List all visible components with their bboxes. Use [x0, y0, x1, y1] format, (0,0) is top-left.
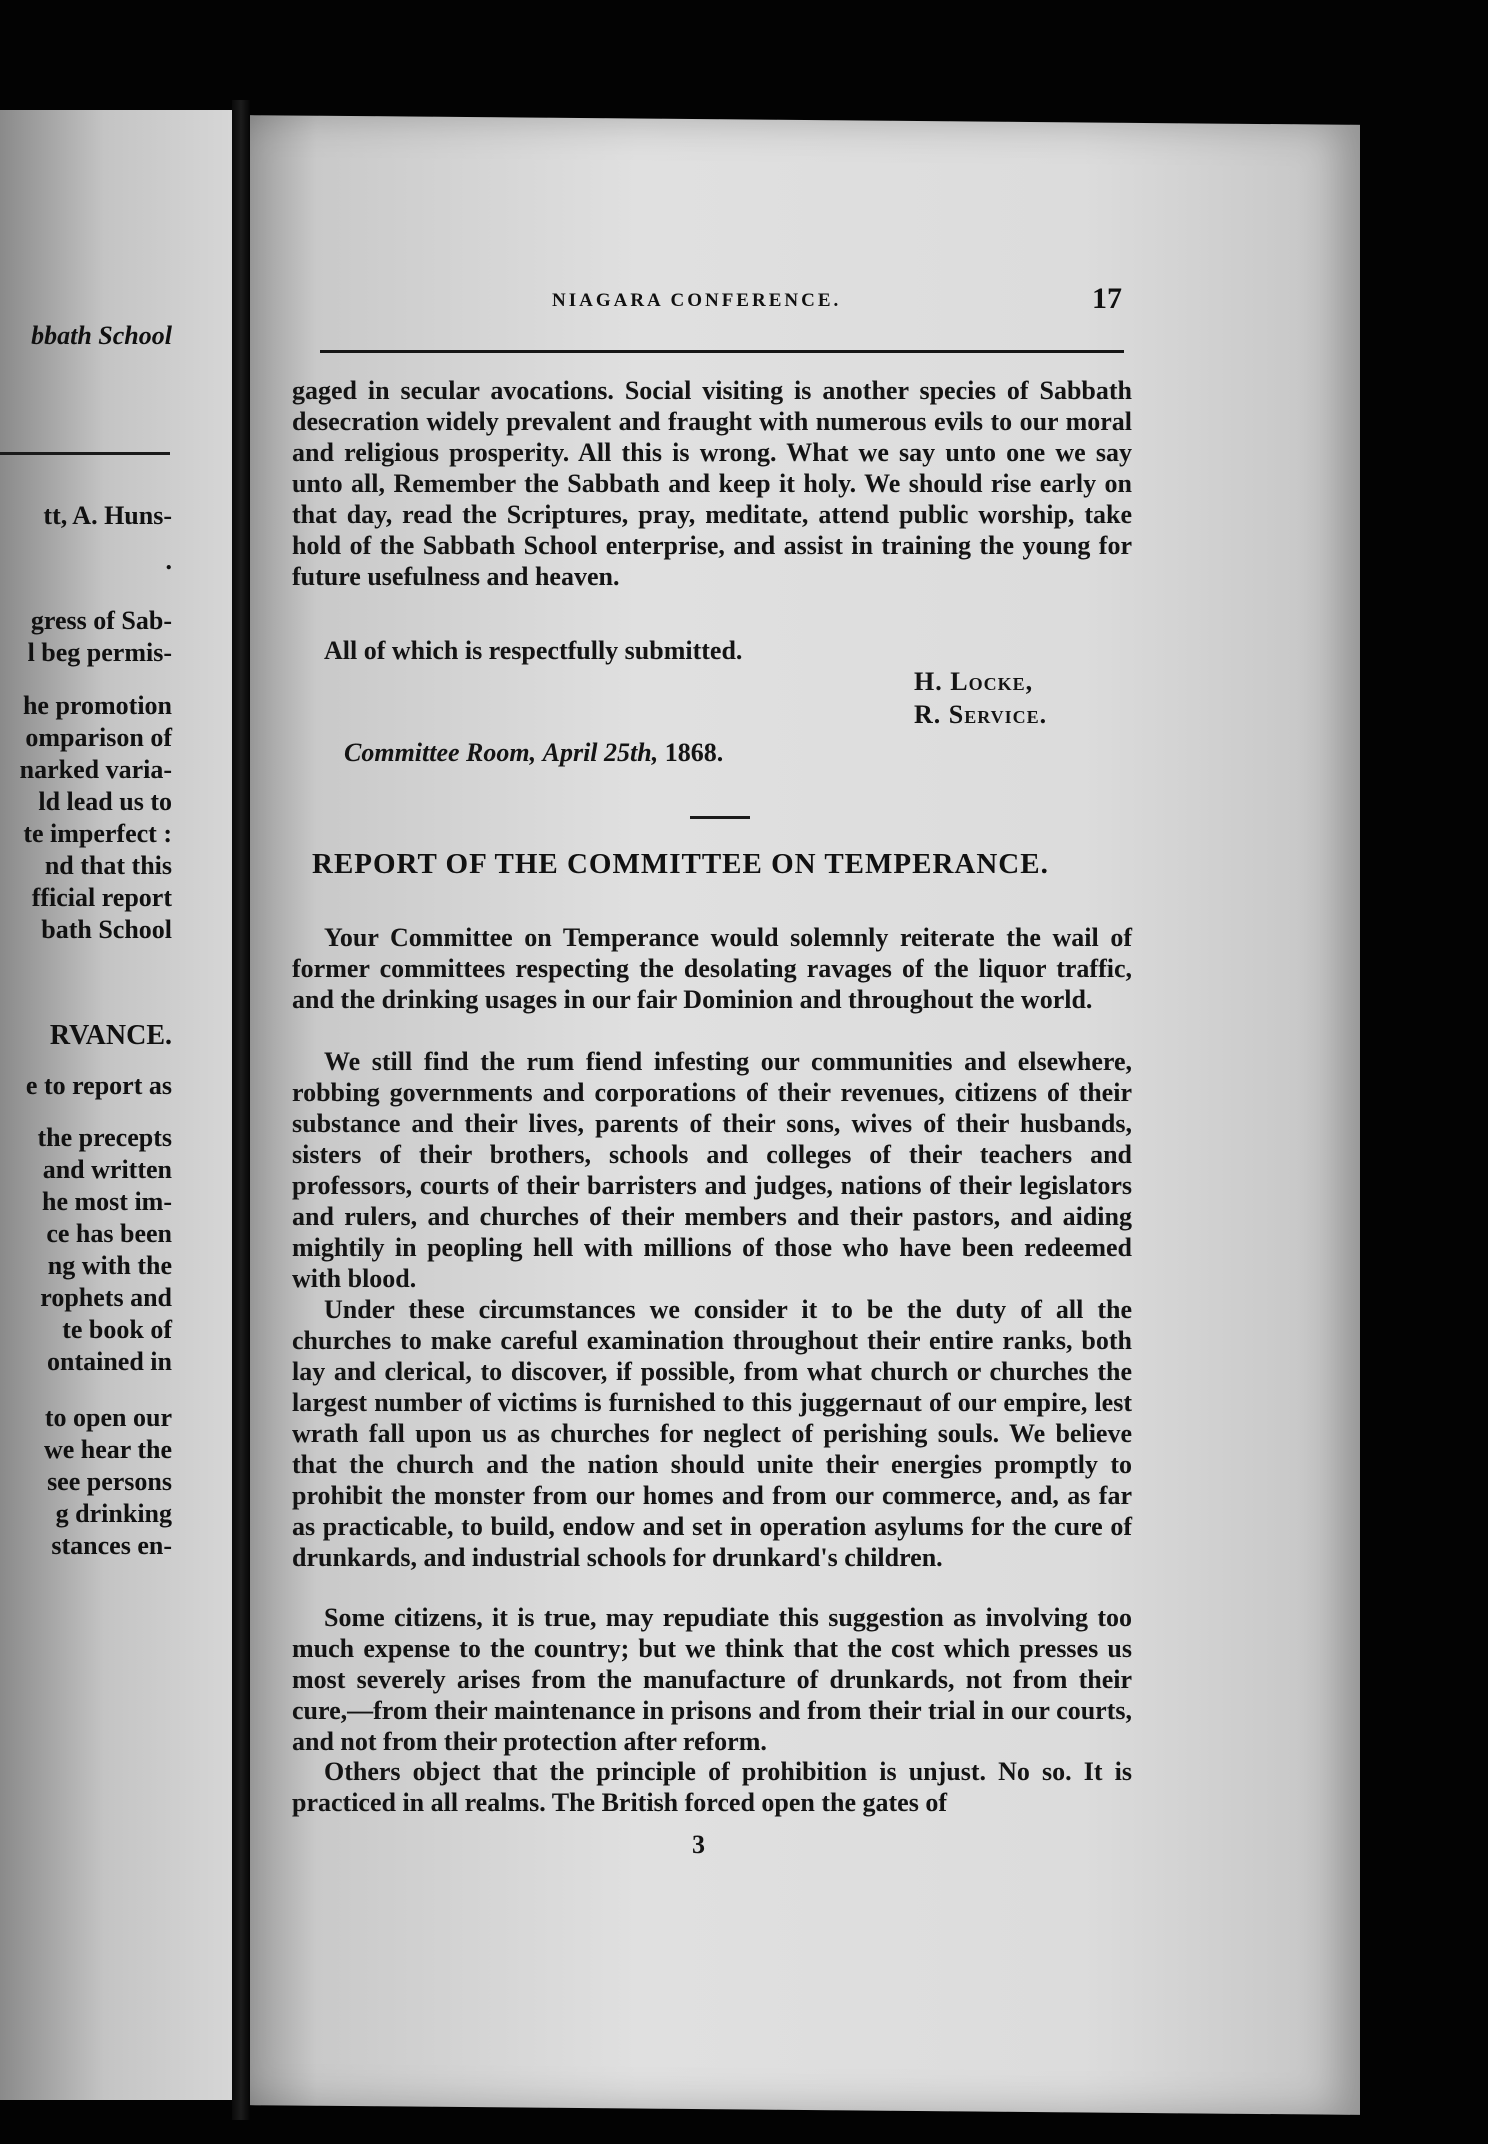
left-page-fragment-line: gress of Sab- — [30, 606, 172, 635]
left-page-fragment — [0, 110, 232, 2100]
signature-mark: 3 — [692, 1830, 705, 1859]
left-page-fragment-line: te imperfect : — [23, 819, 172, 848]
left-page-fragment-line: bbath School — [31, 321, 172, 350]
report-year: 1868. — [664, 738, 724, 767]
sabbath-report-paragraph: gaged in secular avocations. Social visiting is another species of Sabbath desecration widely prevalent and fraught with numerous evils to our moral and religious prosperity. All this is wrong. What we say unto one we say unto all, Remember the Sabbath and keep it holy. We should rise early on that day, read the Scriptures, pray, meditate, attend public worship, take hold of the Sabbath School enterprise, and assist in training the young for future usefulness and heaven. — [292, 376, 1132, 591]
left-page-fragment-line: ce has been — [46, 1219, 172, 1248]
committee-room: Committee Room, — [344, 738, 537, 767]
section-separator — [690, 816, 750, 819]
committee-date-line — [344, 738, 723, 768]
left-page-fragment-line: tt, A. Huns- — [43, 501, 172, 530]
signatory-locke: H. Locke, — [914, 667, 1034, 696]
left-page-fragment-line: . — [165, 546, 172, 575]
running-head-title: NIAGARA CONFERENCE. — [552, 290, 842, 311]
temperance-paragraph: Your Committee on Temperance would solemnly reiterate the wail of former committees respecting the desolating ravages of the liquor traffic, and the drinking usages in our fair Dominion and throughout the world. — [292, 923, 1132, 1014]
left-page-fragment-line: e to report as — [25, 1071, 172, 1100]
left-page-fragment-line: nd that this — [44, 851, 172, 880]
left-page-fragment-line: he most im- — [42, 1187, 172, 1216]
left-page-fragment-line: see persons — [47, 1467, 172, 1496]
left-page-fragment-line: we hear the — [43, 1435, 172, 1464]
left-page-fragment-line: to open our — [44, 1403, 172, 1432]
temperance-paragraph: Some citizens, it is true, may repudiate this suggestion as involving too much expense to the country; but we think that the cost which presses us most severely arises from the manufacture of drunkards, not from their cure,—from their maintenance in prisons and from their trial in our courts, and not from their protection after reform. — [292, 1603, 1132, 1756]
left-page-fragment-line: the precepts — [37, 1123, 172, 1152]
temperance-paragraph: Others object that the principle of prohibition is unjust. No so. It is practiced in all realms. The British forced open the gates of — [292, 1757, 1132, 1817]
left-page-fragment-line: l beg permis- — [27, 638, 172, 667]
temperance-paragraph: Under these circumstances we consider it to be the duty of all the churches to make careful examination throughout their entire ranks, both lay and clerical, to discover, if possible, from what church or churches the largest number of victims is furnished to this juggernaut of our empire, lest wrath fall upon us as churches for neglect of perishing souls. We believe that the church and the nation should unite their energies promptly to prohibit the monster from our homes and from our commerce, and, as far as practicable, to build, endow and set in operation asylums for the cure of drunkards, and industrial schools for drunkard's children. — [292, 1295, 1132, 1572]
left-page-fragment-line: RVANCE. — [49, 1020, 172, 1051]
left-page-fragment-line: and written — [42, 1155, 172, 1184]
left-page-fragment-line: g drinking — [55, 1499, 172, 1528]
left-page-rule — [0, 452, 170, 455]
left-page-fragment-line: rophets and — [40, 1283, 172, 1312]
left-page-fragment-line: he promotion — [22, 691, 172, 720]
header-rule — [320, 350, 1124, 353]
left-page-fragment-line: fficial report — [31, 883, 172, 912]
left-page-fragment-line: ontained in — [47, 1347, 172, 1376]
left-page-fragment-line: narked varia- — [19, 755, 172, 784]
left-page-fragment-line: omparison of — [25, 723, 172, 752]
temperance-report-title: REPORT OF THE COMMITTEE ON TEMPERANCE. — [312, 848, 1049, 880]
page-number: 17 — [1092, 282, 1122, 315]
book-gutter — [232, 100, 250, 2120]
signatory-service: R. Service. — [914, 700, 1048, 729]
temperance-paragraph: We still find the rum fiend infesting our communities and elsewhere, robbing governments and corporations of their revenues, citizens of their substance and their lives, parents of their sons, wives of their husbands, sisters of their brothers, schools and colleges of their teachers and professors, courts of their barristers and judges, nations of their legislators and rulers, and churches of their members and their pastors, and aiding mightily in peopling hell with millions of those who have been redeemed with blood. — [292, 1047, 1132, 1293]
left-page-fragment-line: ng with the — [47, 1251, 172, 1280]
running-head — [292, 282, 1132, 322]
left-page-fragment-line: bath School — [41, 915, 172, 944]
left-page-fragment-line: stances en- — [51, 1531, 172, 1560]
report-date: April 25th, — [542, 738, 659, 767]
submitted-line: All of which is respectfully submitted. — [324, 636, 743, 665]
left-page-fragment-line: ld lead us to — [38, 787, 172, 816]
left-page-fragment-line: te book of — [62, 1315, 172, 1344]
